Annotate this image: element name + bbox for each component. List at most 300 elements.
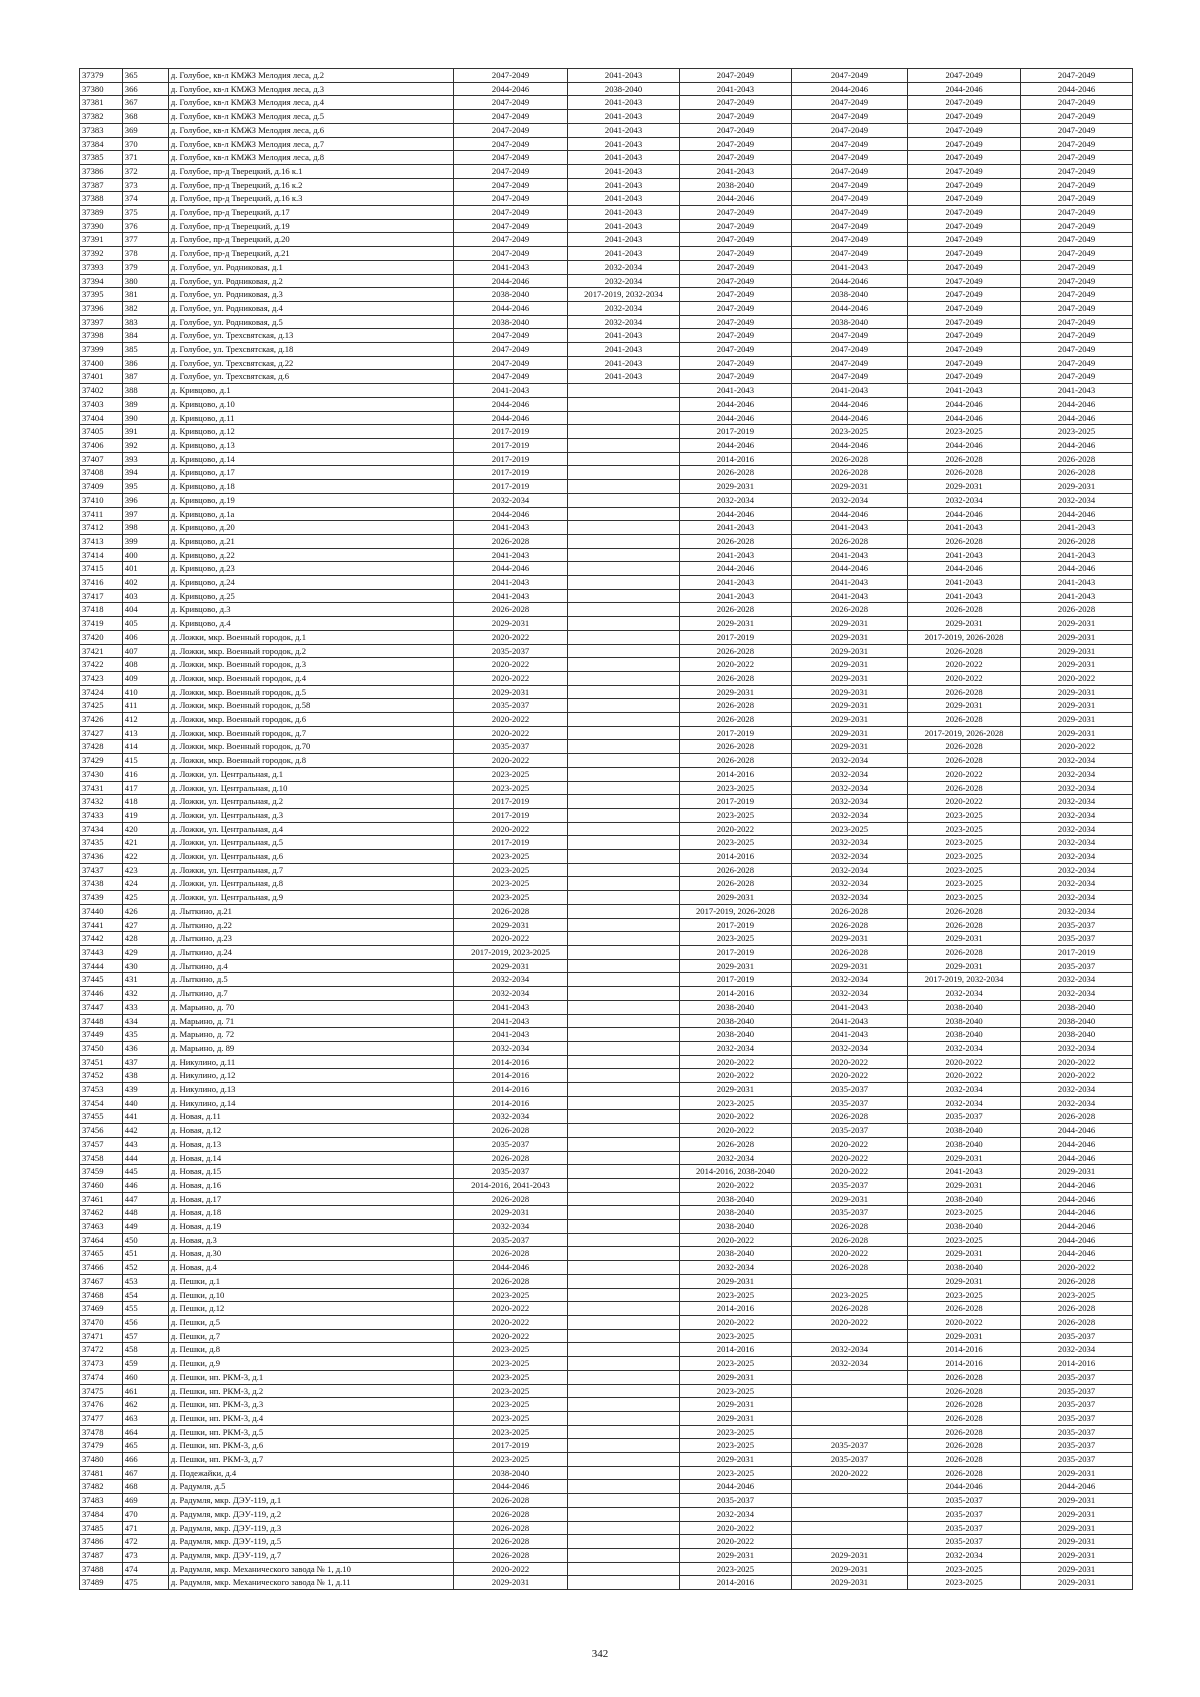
cell-period-5: 2017-2019, 2026-2028 [908,630,1021,644]
cell-record-id: 37400 [80,356,123,370]
cell-period-1: 2044-2046 [454,274,568,288]
table-row [80,576,1133,590]
cell-period-1: 2047-2049 [454,151,568,165]
cell-record-id: 37424 [80,685,123,699]
cell-address: д. Кривцово, д.11 [168,411,453,425]
cell-period-5: 2029-2031 [908,1178,1021,1192]
cell-row-number: 415 [122,754,168,768]
cell-period-2 [568,850,680,864]
cell-address: д. Марьино, д. 71 [168,1014,453,1028]
cell-period-4: 2032-2034 [791,850,907,864]
cell-period-2 [568,1357,680,1371]
cell-period-1: 2020-2022 [454,754,568,768]
table-row [80,1466,1133,1480]
cell-row-number: 409 [122,671,168,685]
cell-period-2 [568,1384,680,1398]
cell-period-5: 2029-2031 [908,932,1021,946]
cell-period-6: 2026-2028 [1021,466,1133,480]
table-row [80,1384,1133,1398]
cell-period-3: 2044-2046 [679,397,791,411]
cell-period-6: 2035-2037 [1021,1425,1133,1439]
cell-period-1: 2032-2034 [454,493,568,507]
cell-period-5: 2023-2025 [908,1288,1021,1302]
cell-address: д. Голубое, пр-д Тверецкий, д.16 к.1 [168,164,453,178]
cell-address: д. Радумля, мкр. ДЭУ-119, д.7 [168,1548,453,1562]
cell-period-3: 2044-2046 [679,192,791,206]
cell-period-6: 2026-2028 [1021,603,1133,617]
cell-record-id: 37479 [80,1439,123,1453]
cell-address: д. Никулино, д.12 [168,1069,453,1083]
cell-period-3: 2017-2019, 2026-2028 [679,904,791,918]
cell-period-6: 2032-2034 [1021,808,1133,822]
table-row [80,891,1133,905]
cell-period-6: 2026-2028 [1021,1315,1133,1329]
cell-row-number: 401 [122,562,168,576]
cell-period-2: 2041-2043 [568,123,680,137]
cell-period-1: 2035-2037 [454,1165,568,1179]
cell-address: д. Голубое, пр-д Тверецкий, д.20 [168,233,453,247]
cell-period-6: 2029-2031 [1021,1535,1133,1549]
cell-period-2 [568,1041,680,1055]
cell-period-4: 2044-2046 [791,507,907,521]
cell-record-id: 37458 [80,1151,123,1165]
cell-period-3: 2044-2046 [679,411,791,425]
cell-period-5: 2047-2049 [908,288,1021,302]
cell-period-4: 2044-2046 [791,397,907,411]
cell-period-2 [568,1507,680,1521]
cell-row-number: 435 [122,1028,168,1042]
cell-address: д. Ложки, мкр. Военный городок, д.6 [168,713,453,727]
cell-record-id: 37418 [80,603,123,617]
schedule-table-container [79,68,1133,1590]
cell-row-number: 451 [122,1247,168,1261]
cell-address: д. Новая, д.13 [168,1137,453,1151]
cell-period-6: 2044-2046 [1021,1151,1133,1165]
cell-period-6: 2047-2049 [1021,356,1133,370]
cell-period-5: 2044-2046 [908,1480,1021,1494]
cell-record-id: 37489 [80,1576,123,1590]
cell-period-6: 2047-2049 [1021,260,1133,274]
cell-period-4: 2020-2022 [791,1137,907,1151]
cell-period-2 [568,1329,680,1343]
cell-record-id: 37381 [80,96,123,110]
cell-period-5: 2029-2031 [908,480,1021,494]
cell-row-number: 394 [122,466,168,480]
cell-record-id: 37466 [80,1261,123,1275]
cell-address: д. Никулино, д.11 [168,1055,453,1069]
cell-row-number: 472 [122,1535,168,1549]
cell-period-2 [568,1124,680,1138]
cell-period-6: 2047-2049 [1021,192,1133,206]
cell-period-6: 2032-2034 [1021,891,1133,905]
cell-period-4: 2041-2043 [791,384,907,398]
cell-address: д. Пешки, нп. РКМ-3, д.7 [168,1453,453,1467]
cell-row-number: 434 [122,1014,168,1028]
cell-period-5: 2041-2043 [908,576,1021,590]
cell-record-id: 37405 [80,425,123,439]
cell-period-3: 2047-2049 [679,274,791,288]
cell-period-4: 2035-2037 [791,1124,907,1138]
cell-period-3: 2041-2043 [679,521,791,535]
cell-record-id: 37426 [80,713,123,727]
table-row [80,1288,1133,1302]
cell-period-4: 2029-2031 [791,480,907,494]
cell-address: д. Кривцово, д.23 [168,562,453,576]
cell-record-id: 37406 [80,438,123,452]
cell-period-4 [791,1370,907,1384]
table-row [80,726,1133,740]
cell-record-id: 37445 [80,973,123,987]
cell-period-4: 2038-2040 [791,315,907,329]
cell-row-number: 427 [122,918,168,932]
cell-period-5: 2044-2046 [908,82,1021,96]
cell-period-5: 2047-2049 [908,96,1021,110]
cell-row-number: 468 [122,1480,168,1494]
table-row [80,411,1133,425]
cell-period-4 [791,1425,907,1439]
cell-record-id: 37428 [80,740,123,754]
cell-period-3: 2014-2016 [679,850,791,864]
cell-record-id: 37467 [80,1274,123,1288]
cell-period-5: 2029-2031 [908,1151,1021,1165]
cell-address: д. Радумля, мкр. ДЭУ-119, д.5 [168,1535,453,1549]
cell-period-6: 2029-2031 [1021,480,1133,494]
cell-period-6: 2032-2034 [1021,1096,1133,1110]
cell-period-1: 2047-2049 [454,178,568,192]
cell-period-6: 2029-2031 [1021,1548,1133,1562]
cell-period-5: 2026-2028 [908,781,1021,795]
cell-period-5: 2032-2034 [908,1096,1021,1110]
cell-address: д. Голубое, кв-л КМЖЗ Мелодия леса, д.5 [168,110,453,124]
cell-period-4 [791,1398,907,1412]
cell-period-2: 2041-2043 [568,110,680,124]
table-row [80,1096,1133,1110]
cell-record-id: 37380 [80,82,123,96]
table-row [80,877,1133,891]
cell-period-4: 2020-2022 [791,1055,907,1069]
cell-address: д. Ложки, ул. Центральная, д.10 [168,781,453,795]
cell-period-5: 2047-2049 [908,69,1021,83]
cell-address: д. Марьино, д. 89 [168,1041,453,1055]
cell-period-1: 2014-2016 [454,1069,568,1083]
cell-address: д. Пешки, нп. РКМ-3, д.2 [168,1384,453,1398]
cell-period-1: 2023-2025 [454,781,568,795]
cell-record-id: 37476 [80,1398,123,1412]
cell-period-4: 2047-2049 [791,137,907,151]
cell-address: д. Ложки, мкр. Военный городок, д.58 [168,699,453,713]
cell-period-1: 2017-2019 [454,425,568,439]
table-row [80,1439,1133,1453]
cell-row-number: 412 [122,713,168,727]
cell-period-1: 2041-2043 [454,1000,568,1014]
cell-period-5: 2041-2043 [908,548,1021,562]
cell-period-3: 2047-2049 [679,329,791,343]
cell-record-id: 37475 [80,1384,123,1398]
cell-period-6: 2044-2046 [1021,82,1133,96]
cell-period-3: 2026-2028 [679,1137,791,1151]
cell-period-6: 2035-2037 [1021,932,1133,946]
cell-record-id: 37442 [80,932,123,946]
cell-period-6: 2047-2049 [1021,301,1133,315]
cell-period-6: 2044-2046 [1021,507,1133,521]
cell-period-3: 2020-2022 [679,1124,791,1138]
table-row [80,247,1133,261]
cell-record-id: 37463 [80,1220,123,1234]
cell-period-5: 2035-2037 [908,1507,1021,1521]
cell-address: д. Ложки, ул. Центральная, д.4 [168,822,453,836]
cell-period-2 [568,1233,680,1247]
cell-period-4: 2023-2025 [791,425,907,439]
table-row [80,1137,1133,1151]
cell-period-3: 2023-2025 [679,781,791,795]
cell-address: д. Никулино, д.14 [168,1096,453,1110]
table-row [80,82,1133,96]
cell-row-number: 389 [122,397,168,411]
cell-row-number: 436 [122,1041,168,1055]
cell-period-2: 2017-2019, 2032-2034 [568,288,680,302]
table-row [80,1357,1133,1371]
cell-period-4: 2032-2034 [791,877,907,891]
cell-row-number: 371 [122,151,168,165]
cell-row-number: 462 [122,1398,168,1412]
cell-period-4: 2032-2034 [791,973,907,987]
table-row [80,1453,1133,1467]
cell-period-4: 2047-2049 [791,110,907,124]
cell-record-id: 37478 [80,1425,123,1439]
cell-row-number: 454 [122,1288,168,1302]
cell-period-1: 2026-2028 [454,904,568,918]
cell-period-4: 2047-2049 [791,219,907,233]
cell-period-6: 2044-2046 [1021,411,1133,425]
cell-period-3: 2047-2049 [679,288,791,302]
table-row [80,1151,1133,1165]
cell-period-5: 2047-2049 [908,370,1021,384]
cell-period-4: 2029-2031 [791,713,907,727]
cell-row-number: 407 [122,644,168,658]
cell-record-id: 37488 [80,1562,123,1576]
cell-period-4: 2026-2028 [791,534,907,548]
cell-period-1: 2026-2028 [454,1548,568,1562]
cell-period-6: 2035-2037 [1021,959,1133,973]
table-row [80,959,1133,973]
cell-period-2 [568,480,680,494]
cell-address: д. Голубое, кв-л КМЖЗ Мелодия леса, д.8 [168,151,453,165]
cell-row-number: 369 [122,123,168,137]
cell-period-6: 2047-2049 [1021,69,1133,83]
table-row [80,507,1133,521]
cell-period-1: 2017-2019 [454,795,568,809]
table-row [80,644,1133,658]
cell-period-2 [568,425,680,439]
cell-address: д. Голубое, ул. Родниковая, д.5 [168,315,453,329]
cell-period-5: 2026-2028 [908,918,1021,932]
cell-period-1: 2020-2022 [454,658,568,672]
table-row [80,1192,1133,1206]
cell-period-1: 2026-2028 [454,1507,568,1521]
cell-period-3: 2047-2049 [679,247,791,261]
cell-period-3: 2041-2043 [679,164,791,178]
cell-period-6: 2029-2031 [1021,1466,1133,1480]
cell-period-5: 2047-2049 [908,301,1021,315]
cell-period-2: 2041-2043 [568,178,680,192]
cell-period-1: 2020-2022 [454,822,568,836]
cell-period-2 [568,1494,680,1508]
cell-period-3: 2035-2037 [679,1494,791,1508]
cell-period-3: 2014-2016, 2038-2040 [679,1165,791,1179]
cell-period-3: 2026-2028 [679,671,791,685]
cell-period-5: 2026-2028 [908,1370,1021,1384]
cell-row-number: 460 [122,1370,168,1384]
cell-period-2 [568,671,680,685]
cell-period-3: 2023-2025 [679,932,791,946]
cell-record-id: 37422 [80,658,123,672]
table-row [80,1124,1133,1138]
cell-record-id: 37457 [80,1137,123,1151]
table-row [80,589,1133,603]
cell-address: д. Пешки, д.9 [168,1357,453,1371]
cell-period-2 [568,521,680,535]
cell-row-number: 388 [122,384,168,398]
cell-period-4 [791,1274,907,1288]
cell-period-5: 2026-2028 [908,713,1021,727]
cell-address: д. Марьино, д. 70 [168,1000,453,1014]
cell-record-id: 37393 [80,260,123,274]
cell-row-number: 446 [122,1178,168,1192]
cell-row-number: 437 [122,1055,168,1069]
cell-period-3: 2017-2019 [679,946,791,960]
cell-period-6: 2020-2022 [1021,671,1133,685]
cell-period-1: 2041-2043 [454,384,568,398]
cell-address: д. Новая, д.14 [168,1151,453,1165]
cell-period-4: 2044-2046 [791,411,907,425]
cell-address: д. Голубое, пр-д Тверецкий, д.16 к.3 [168,192,453,206]
cell-period-6: 2047-2049 [1021,137,1133,151]
cell-period-6: 2020-2022 [1021,1055,1133,1069]
cell-period-3: 2038-2040 [679,1220,791,1234]
cell-row-number: 441 [122,1110,168,1124]
cell-period-2 [568,1000,680,1014]
cell-address: д. Ложки, ул. Центральная, д.9 [168,891,453,905]
cell-period-3: 2023-2025 [679,1357,791,1371]
cell-row-number: 455 [122,1302,168,1316]
cell-period-6: 2032-2034 [1021,1343,1133,1357]
cell-period-1: 2026-2028 [454,1274,568,1288]
cell-period-6: 2032-2034 [1021,493,1133,507]
cell-record-id: 37450 [80,1041,123,1055]
cell-address: д. Кривцово, д.25 [168,589,453,603]
cell-period-2 [568,1274,680,1288]
cell-address: д. Ложки, ул. Центральная, д.3 [168,808,453,822]
cell-period-1: 2014-2016 [454,1096,568,1110]
cell-period-3: 2017-2019 [679,973,791,987]
cell-period-6: 2044-2046 [1021,1480,1133,1494]
table-row [80,699,1133,713]
cell-record-id: 37452 [80,1069,123,1083]
table-row [80,1233,1133,1247]
cell-period-5: 2026-2028 [908,1384,1021,1398]
cell-period-6: 2032-2034 [1021,973,1133,987]
cell-address: д. Новая, д.11 [168,1110,453,1124]
cell-row-number: 379 [122,260,168,274]
cell-record-id: 37417 [80,589,123,603]
cell-period-1: 2029-2031 [454,685,568,699]
cell-row-number: 398 [122,521,168,535]
cell-period-4: 2020-2022 [791,1151,907,1165]
cell-period-3: 2023-2025 [679,836,791,850]
cell-period-1: 2038-2040 [454,315,568,329]
cell-row-number: 381 [122,288,168,302]
cell-period-1: 2047-2049 [454,96,568,110]
cell-period-3: 2047-2049 [679,370,791,384]
cell-row-number: 466 [122,1453,168,1467]
cell-period-6: 2038-2040 [1021,1014,1133,1028]
cell-row-number: 380 [122,274,168,288]
cell-period-3: 2014-2016 [679,1343,791,1357]
cell-period-3: 2020-2022 [679,1233,791,1247]
cell-period-3: 2041-2043 [679,576,791,590]
cell-period-5: 2044-2046 [908,397,1021,411]
cell-period-6: 2029-2031 [1021,617,1133,631]
cell-period-1: 2035-2037 [454,644,568,658]
cell-period-2: 2041-2043 [568,206,680,220]
cell-period-5: 2029-2031 [908,1247,1021,1261]
cell-address: д. Пешки, д.12 [168,1302,453,1316]
cell-address: д. Голубое, ул. Родниковая, д.1 [168,260,453,274]
cell-address: д. Пешки, нп. РКМ-3, д.6 [168,1439,453,1453]
cell-period-6: 2044-2046 [1021,397,1133,411]
cell-period-3: 2047-2049 [679,233,791,247]
cell-row-number: 405 [122,617,168,631]
cell-period-6: 2041-2043 [1021,548,1133,562]
cell-period-3: 2017-2019 [679,918,791,932]
cell-period-5: 2047-2049 [908,151,1021,165]
cell-row-number: 445 [122,1165,168,1179]
cell-address: д. Радумля, мкр. ДЭУ-119, д.2 [168,1507,453,1521]
table-row [80,288,1133,302]
cell-period-1: 2023-2025 [454,877,568,891]
cell-period-4: 2035-2037 [791,1096,907,1110]
cell-period-5: 2044-2046 [908,438,1021,452]
cell-period-1: 2044-2046 [454,411,568,425]
cell-period-3: 2029-2031 [679,1398,791,1412]
table-row [80,685,1133,699]
cell-period-1: 2047-2049 [454,137,568,151]
cell-period-3: 2026-2028 [679,863,791,877]
cell-period-5: 2029-2031 [908,1329,1021,1343]
cell-period-6: 2047-2049 [1021,247,1133,261]
cell-address: д. Ложки, мкр. Военный городок, д.5 [168,685,453,699]
cell-period-4: 2020-2022 [791,1247,907,1261]
cell-period-6: 2014-2016 [1021,1357,1133,1371]
cell-period-4: 2035-2037 [791,1178,907,1192]
cell-period-5: 2032-2034 [908,493,1021,507]
cell-period-2: 2041-2043 [568,219,680,233]
cell-period-1: 2047-2049 [454,343,568,357]
cell-period-6: 2047-2049 [1021,329,1133,343]
cell-period-6: 2038-2040 [1021,1028,1133,1042]
cell-address: д. Голубое, ул. Родниковая, д.3 [168,288,453,302]
cell-period-2 [568,1151,680,1165]
cell-period-3: 2038-2040 [679,1000,791,1014]
cell-period-2 [568,384,680,398]
cell-row-number: 373 [122,178,168,192]
cell-period-1: 2026-2028 [454,1151,568,1165]
cell-period-2 [568,1137,680,1151]
cell-period-3: 2041-2043 [679,384,791,398]
cell-period-6: 2035-2037 [1021,1453,1133,1467]
cell-period-5: 2047-2049 [908,219,1021,233]
cell-period-5: 2041-2043 [908,1165,1021,1179]
